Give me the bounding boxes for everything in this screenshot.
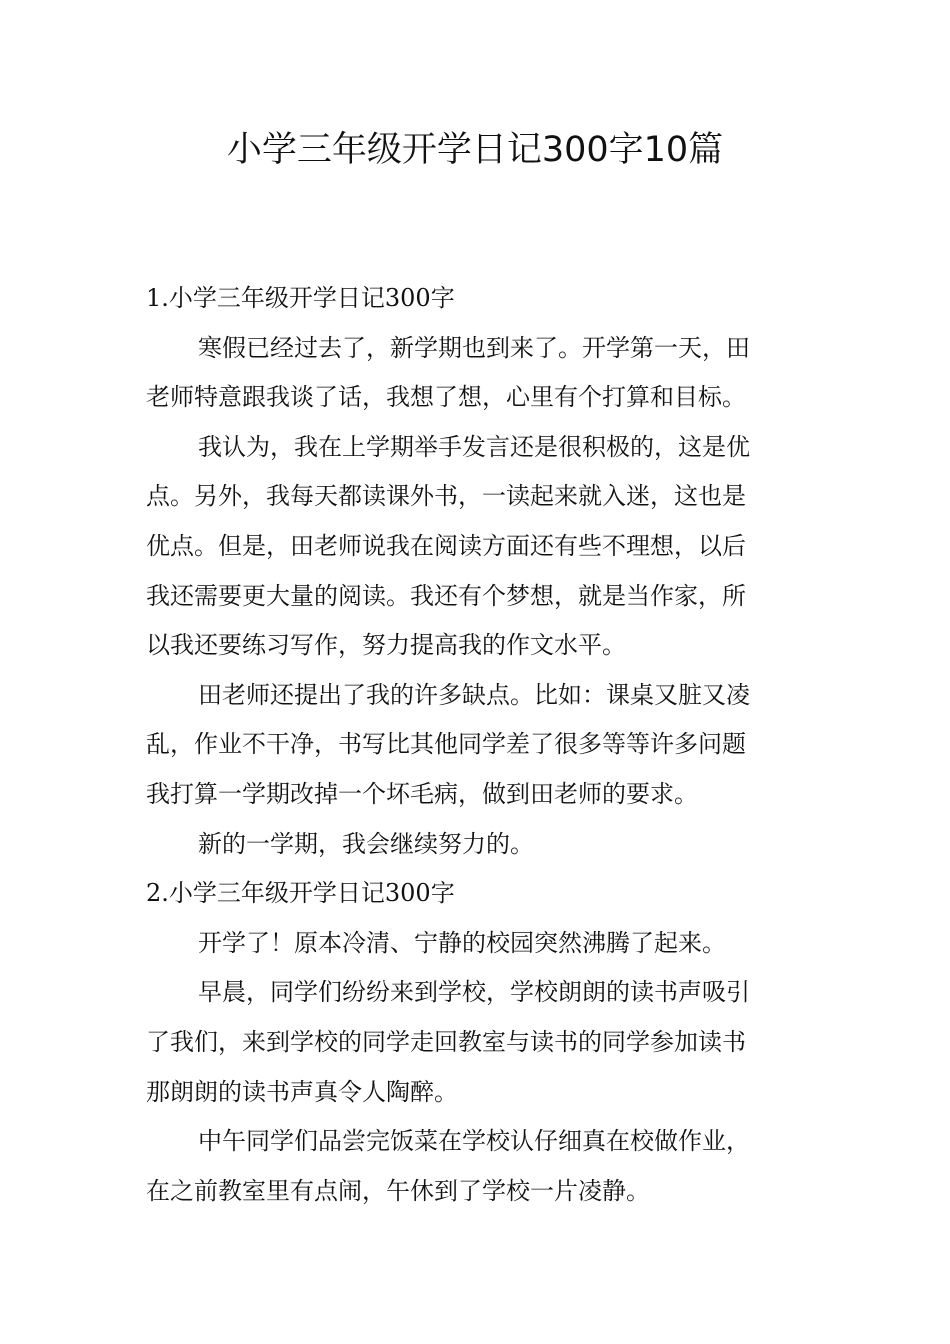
- paragraph-line: 我认为，我在上学期举手发言还是很积极的，这是优: [198, 432, 750, 461]
- section-heading-2: 2.小学三年级开学日记300字: [146, 879, 455, 908]
- document-body: [146, 274, 806, 1216]
- paragraph-line: 早晨，同学们纷纷来到学校，学校朗朗的读书声吸引: [198, 978, 750, 1007]
- document-title: 小学三年级开学日记300字10篇: [226, 130, 724, 170]
- paragraph-line: 了我们，来到学校的同学走回教室与读书的同学参加读书: [146, 1027, 746, 1056]
- paragraph-line: 点。另外，我每天都读课外书，一读起来就入迷，这也是: [146, 482, 746, 511]
- paragraph-line: 开学了！原本冷清、宁静的校园突然沸腾了起来。: [198, 928, 726, 957]
- paragraph-line: 我打算一学期改掉一个坏毛病，做到田老师的要求。: [146, 779, 698, 808]
- paragraph-line: 在之前教室里有点闹，午休到了学校一片凌静。: [146, 1176, 650, 1205]
- paragraph-line: 中午同学们品尝完饭菜在学校认仔细真在校做作业，: [198, 1127, 750, 1156]
- paragraph-line: 老师特意跟我谈了话，我想了想，心里有个打算和目标。: [146, 383, 746, 412]
- paragraph-line: 新的一学期，我会继续努力的。: [198, 829, 534, 858]
- paragraph-line: 优点。但是，田老师说我在阅读方面还有些不理想，以后: [146, 531, 746, 560]
- paragraph-line: 那朗朗的读书声真令人陶醉。: [146, 1077, 458, 1106]
- paragraph-line: 乱，作业不干净，书写比其他同学差了很多等等许多问题: [146, 730, 746, 759]
- paragraph-line: 寒假已经过去了，新学期也到来了。开学第一天，田: [198, 333, 750, 362]
- section-heading-1: 1.小学三年级开学日记300字: [146, 284, 455, 312]
- paragraph-line: 我还需要更大量的阅读。我还有个梦想，就是当作家，所: [146, 581, 746, 610]
- paragraph-line: 田老师还提出了我的许多缺点。比如：课桌又脏又凌: [198, 680, 750, 709]
- paragraph-line: 以我还要练习写作，努力提高我的作文水平。: [146, 631, 626, 660]
